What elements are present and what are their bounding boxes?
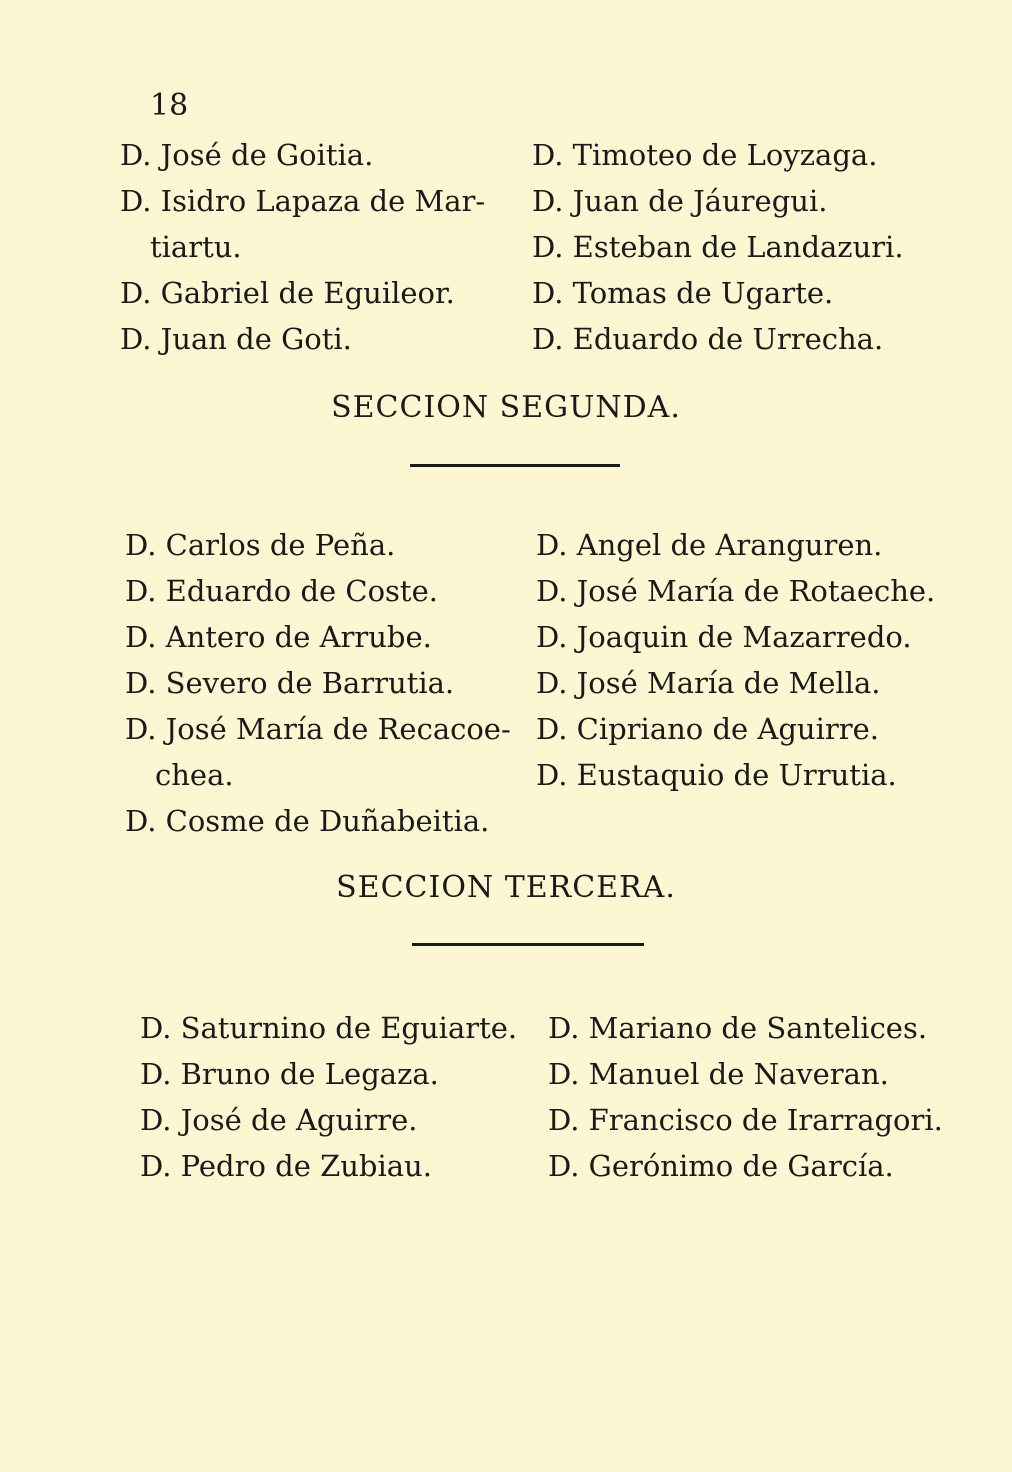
section-three-divider xyxy=(412,943,644,946)
list-item: D. Antero de Arrube. xyxy=(125,620,432,654)
list-item: D. Tomas de Ugarte. xyxy=(532,276,834,310)
list-item: D. Manuel de Naveran. xyxy=(548,1057,889,1091)
list-item: D. Francisco de Irarragori. xyxy=(548,1103,943,1137)
top-left-column xyxy=(120,132,485,362)
page-number: 18 xyxy=(150,88,189,123)
section-two-heading: SECCION SEGUNDA. xyxy=(331,390,681,425)
list-item: D. José María de Rotaeche. xyxy=(536,574,936,608)
list-item: chea. xyxy=(155,758,234,792)
list-item: D. Gerónimo de García. xyxy=(548,1149,894,1183)
list-item: D. Carlos de Peña. xyxy=(125,528,396,562)
list-item: D. Juan de Goti. xyxy=(120,322,352,356)
top-right-column xyxy=(532,132,904,362)
list-item: D. Cipriano de Aguirre. xyxy=(536,712,879,746)
list-item: D. Severo de Barrutia. xyxy=(125,666,455,700)
list-item: D. Bruno de Legaza. xyxy=(140,1057,439,1091)
list-item: D. Joaquin de Mazarredo. xyxy=(536,620,912,654)
section-two-divider xyxy=(410,464,620,467)
section-three-heading: SECCION TERCERA. xyxy=(336,870,676,905)
list-item: D. José de Goitia. xyxy=(120,138,374,172)
list-item: tiartu. xyxy=(150,230,242,264)
list-item: D. Eduardo de Coste. xyxy=(125,574,438,608)
list-item: D. Timoteo de Loyzaga. xyxy=(532,138,878,172)
section-three-right-column xyxy=(548,1005,943,1189)
section-three-left-column xyxy=(140,1005,517,1189)
list-item: D. José de Aguirre. xyxy=(140,1103,418,1137)
list-item: D. José María de Recacoe- xyxy=(125,712,511,746)
section-two-left-column xyxy=(125,522,511,844)
list-item: D. Eduardo de Urrecha. xyxy=(532,322,884,356)
list-item: D. Saturnino de Eguiarte. xyxy=(140,1011,518,1045)
list-item: D. Pedro de Zubiau. xyxy=(140,1149,432,1183)
list-item: D. Cosme de Duñabeitia. xyxy=(125,804,490,838)
list-item: D. Gabriel de Eguileor. xyxy=(120,276,455,310)
section-two-right-column xyxy=(536,522,935,798)
list-item: D. Juan de Jáuregui. xyxy=(532,184,828,218)
list-item: D. José María de Mella. xyxy=(536,666,881,700)
list-item: D. Mariano de Santelices. xyxy=(548,1011,928,1045)
list-item: D. Esteban de Landazuri. xyxy=(532,230,904,264)
list-item: D. Eustaquio de Urrutia. xyxy=(536,758,897,792)
list-item: D. Isidro Lapaza de Mar- xyxy=(120,184,486,218)
list-item: D. Angel de Aranguren. xyxy=(536,528,883,562)
